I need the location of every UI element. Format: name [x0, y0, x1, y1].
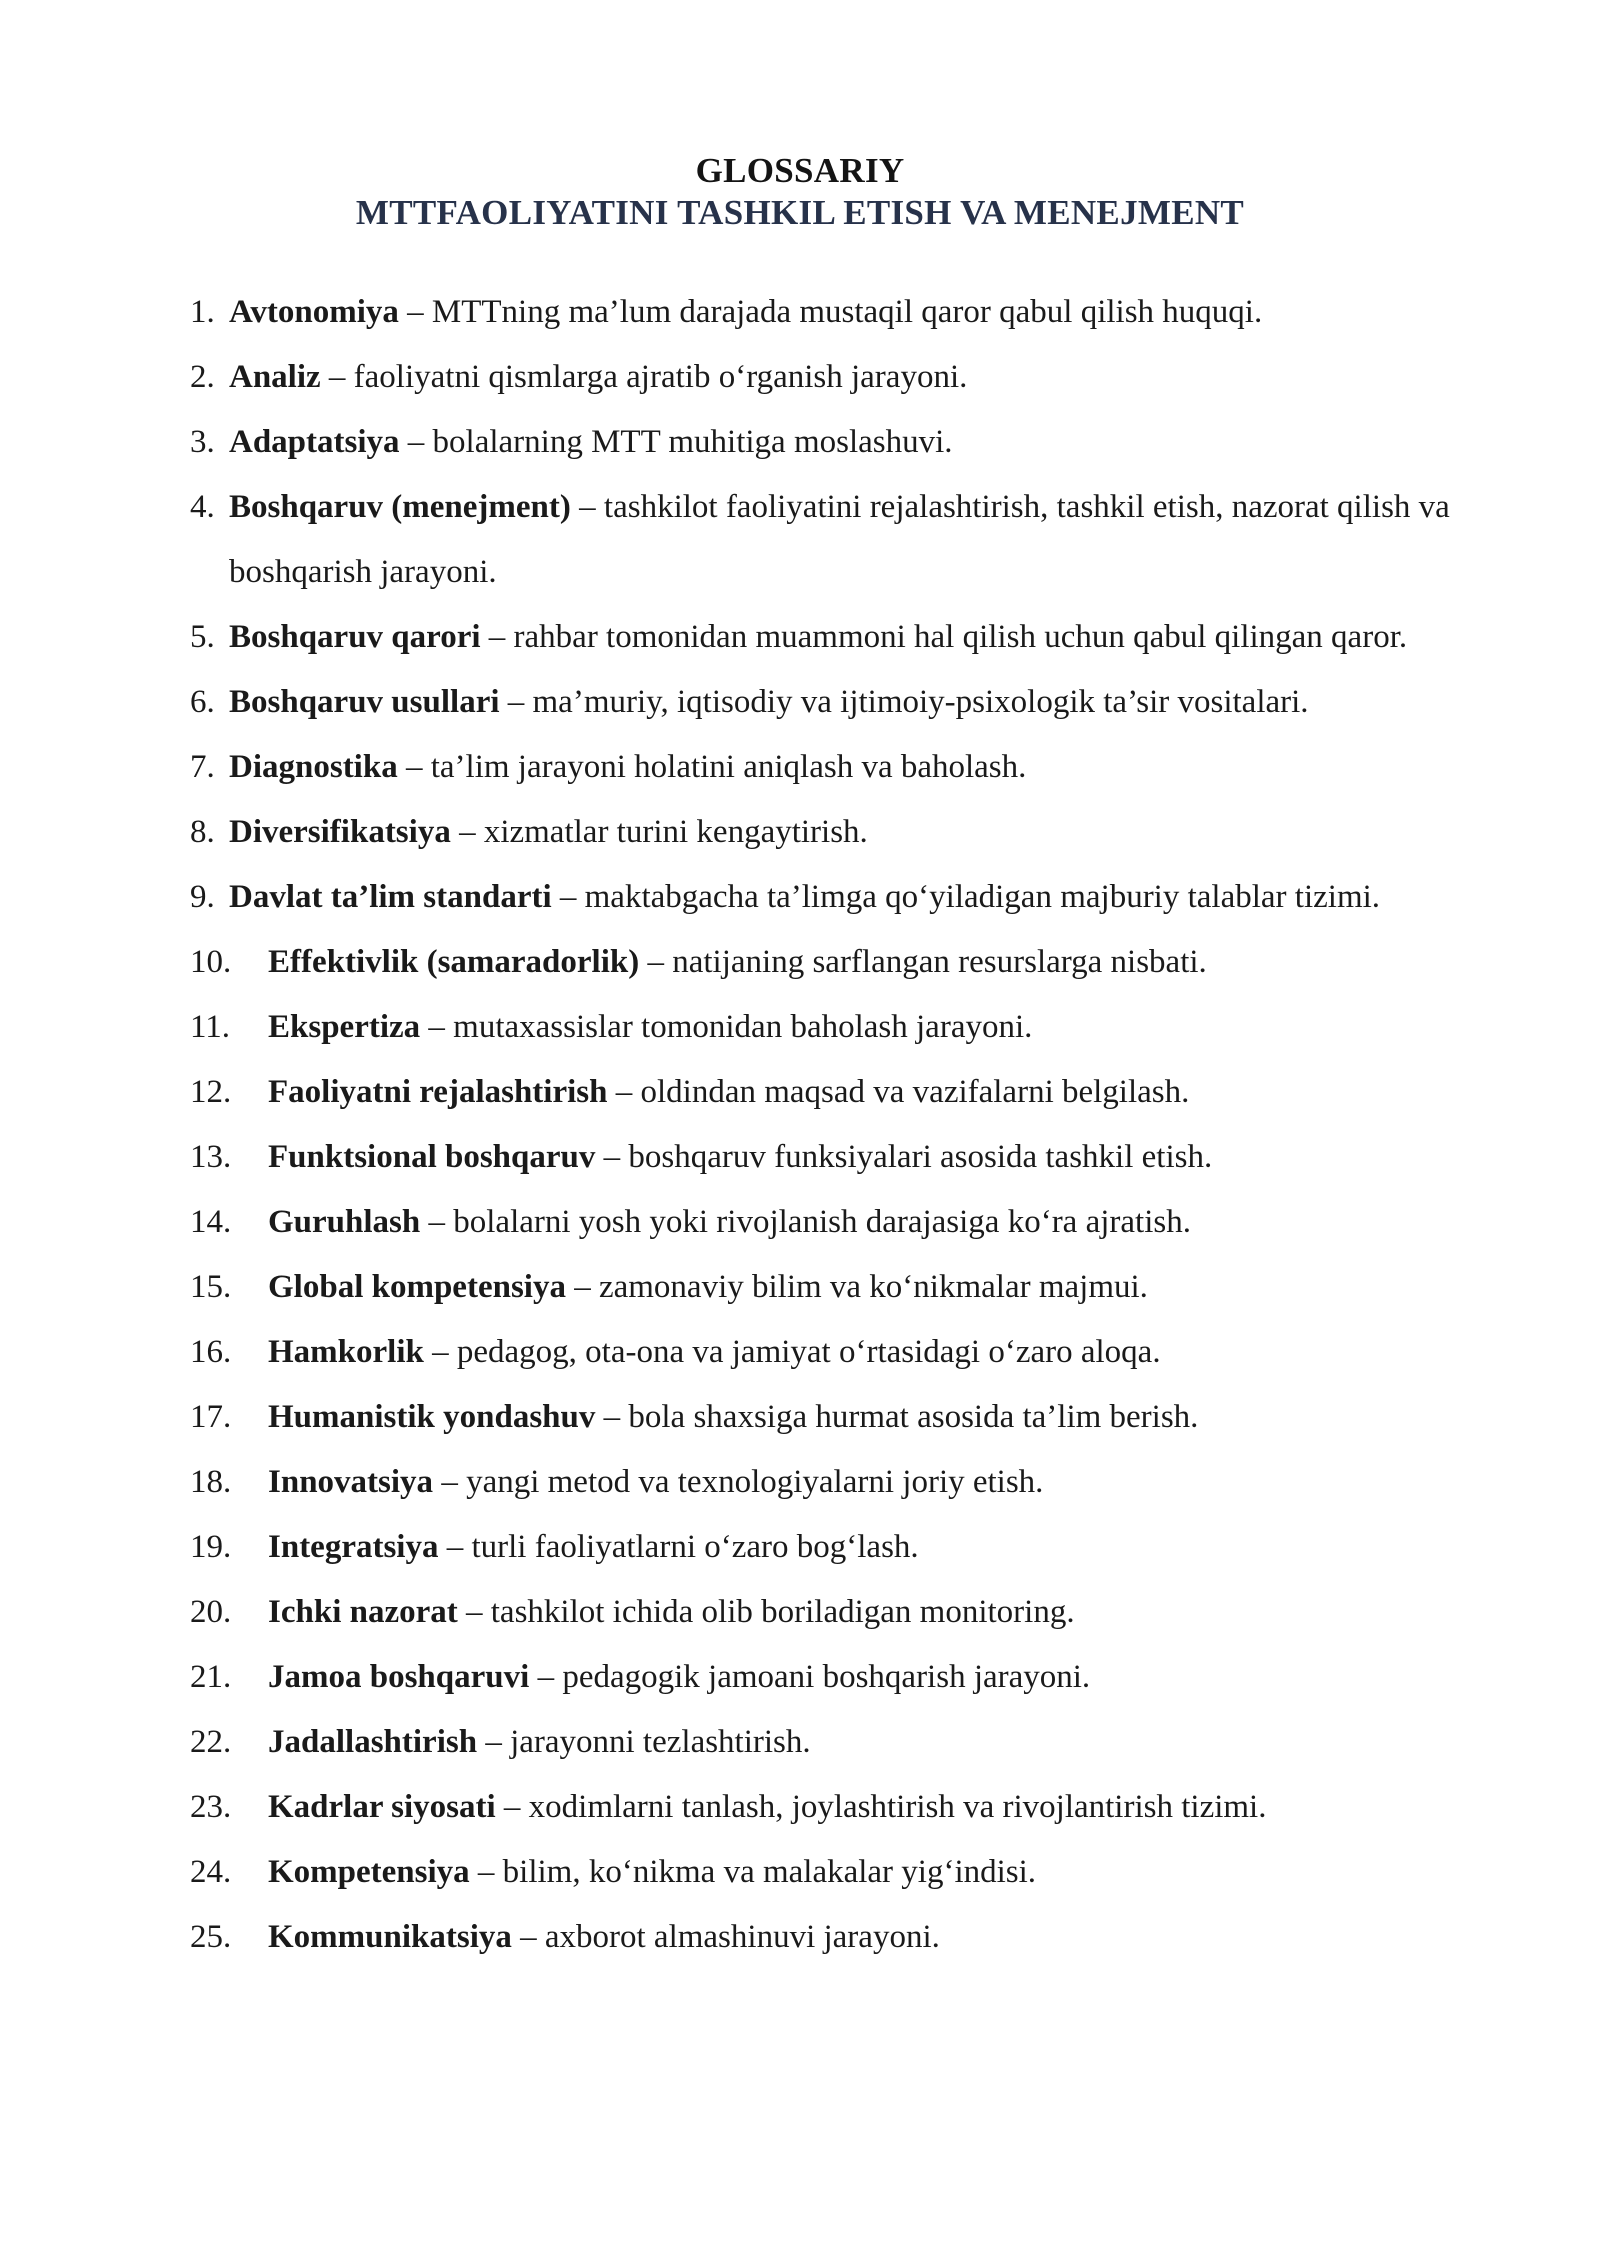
glossary-item	[190, 1255, 1490, 1320]
item-definition: – jarayonni tezlashtirish.	[477, 1724, 811, 1760]
item-content	[190, 1645, 1490, 1710]
item-content	[190, 280, 1490, 345]
item-number: 6.	[190, 684, 215, 720]
glossary-item	[190, 1645, 1490, 1710]
item-definition: – bolalarning MTT muhitiga moslashuvi.	[399, 424, 953, 460]
glossary-item	[190, 1580, 1490, 1645]
item-number: 19.	[190, 1529, 232, 1565]
item-term: Integratsiya	[268, 1529, 439, 1565]
item-number: 15.	[190, 1269, 232, 1305]
item-number: 3.	[190, 424, 215, 460]
item-term: Diagnostika	[229, 749, 398, 785]
glossary-item	[190, 1190, 1490, 1255]
item-term: Humanistik yondashuv	[268, 1399, 596, 1435]
item-term: Boshqaruv qarori	[229, 619, 481, 655]
glossary-item	[190, 670, 1490, 735]
glossary-item	[190, 735, 1490, 800]
item-definition: – faoliyatni qismlarga ajratib o‘rganish jarayoni.	[320, 359, 968, 395]
item-content	[190, 1450, 1490, 1515]
glossary-item	[190, 475, 1490, 605]
item-definition: – MTTning ma’lum darajada mustaqil qaror qabul qilish huquqi.	[398, 294, 1263, 330]
item-number: 14.	[190, 1204, 232, 1240]
item-definition: – turli faoliyatlarni o‘zaro bog‘lash.	[438, 1529, 919, 1565]
item-number: 10.	[190, 944, 232, 980]
item-term: Jadallashtirish	[268, 1724, 478, 1760]
item-content	[190, 1060, 1490, 1125]
item-definition: – axborot almashinuvi jarayoni.	[511, 1919, 940, 1955]
item-definition: – zamonaviy bilim va ko‘nikmalar majmui.	[565, 1269, 1148, 1305]
item-term: Faoliyatni rejalashtirish	[268, 1074, 608, 1110]
item-number: 23.	[190, 1789, 232, 1825]
glossary-item	[190, 865, 1490, 930]
item-number: 1.	[190, 294, 215, 330]
item-content	[190, 930, 1490, 995]
item-number: 25.	[190, 1919, 232, 1955]
glossary-item	[190, 930, 1490, 995]
item-term: Boshqaruv usullari	[229, 684, 500, 720]
item-content	[190, 1710, 1490, 1775]
item-number: 7.	[190, 749, 215, 785]
glossary-item	[190, 1775, 1490, 1840]
item-content	[190, 670, 1490, 735]
item-content	[190, 735, 1490, 800]
glossary-item	[190, 1450, 1490, 1515]
glossary-item	[190, 1840, 1490, 1905]
item-number: 18.	[190, 1464, 232, 1500]
item-content	[190, 475, 1490, 605]
item-content	[190, 1840, 1490, 1905]
item-content	[190, 865, 1490, 930]
item-term: Avtonomiya	[229, 294, 399, 330]
item-content	[190, 1580, 1490, 1645]
glossary-item	[190, 1515, 1490, 1580]
item-definition: – maktabgacha ta’limga qo‘yiladigan majburiy talablar tizimi.	[551, 879, 1381, 915]
glossary-item	[190, 280, 1490, 345]
glossary-item	[190, 1320, 1490, 1385]
document-header	[0, 150, 1600, 234]
item-definition: – xizmatlar turini kengaytirish.	[450, 814, 868, 850]
item-content	[190, 800, 1490, 865]
item-number: 13.	[190, 1139, 232, 1175]
item-term: Ekspertiza	[268, 1009, 421, 1045]
item-definition: – pedagogik jamoani boshqarish jarayoni.	[529, 1659, 1091, 1695]
item-content	[190, 1385, 1490, 1450]
item-definition: – bilim, ko‘nikma va malakalar yig‘indisi.	[469, 1854, 1037, 1890]
glossary-list	[190, 280, 1490, 1970]
item-content	[190, 345, 1490, 410]
item-number: 5.	[190, 619, 215, 655]
item-number: 2.	[190, 359, 215, 395]
item-term: Kadrlar siyosati	[268, 1789, 496, 1825]
item-term: Ichki nazorat	[268, 1594, 458, 1630]
item-term: Effektivlik (samaradorlik)	[268, 944, 640, 980]
item-content	[190, 995, 1490, 1060]
item-term: Jamoa boshqaruvi	[268, 1659, 530, 1695]
glossary-item	[190, 345, 1490, 410]
item-term: Adaptatsiya	[229, 424, 400, 460]
item-content	[190, 1255, 1490, 1320]
item-definition: – oldindan maqsad va vazifalarni belgilash.	[607, 1074, 1190, 1110]
item-number: 11.	[190, 1009, 231, 1045]
document-title: GLOSSARIY	[695, 151, 905, 190]
item-definition: – boshqaruv funksiyalari asosida tashkil etish.	[595, 1139, 1213, 1175]
glossary-item	[190, 1905, 1490, 1970]
item-definition: – pedagog, ota-ona va jamiyat o‘rtasidagi o‘zaro aloqa.	[423, 1334, 1161, 1370]
item-number: 4.	[190, 489, 215, 525]
item-term: Davlat ta’lim standarti	[229, 879, 552, 915]
item-content	[190, 1125, 1490, 1190]
item-term: Hamkorlik	[268, 1334, 424, 1370]
item-content	[190, 1190, 1490, 1255]
item-content	[190, 1320, 1490, 1385]
item-number: 9.	[190, 879, 215, 915]
item-term: Kommunikatsiya	[268, 1919, 512, 1955]
item-content	[190, 410, 1490, 475]
item-definition: – tashkilot ichida olib boriladigan monitoring.	[457, 1594, 1075, 1630]
item-definition: – bolalarni yosh yoki rivojlanish darajasiga ko‘ra ajratish.	[420, 1204, 1191, 1240]
item-number: 16.	[190, 1334, 232, 1370]
glossary-item	[190, 1125, 1490, 1190]
item-term: Diversifikatsiya	[229, 814, 451, 850]
item-number: 24.	[190, 1854, 232, 1890]
item-term: Kompetensiya	[268, 1854, 470, 1890]
item-definition: – tashkilot faoliyatini rejalashtirish, tashkil etish, nazorat qilish va boshqarish jarayoni.	[229, 489, 1450, 590]
item-number: 22.	[190, 1724, 232, 1760]
item-term: Innovatsiya	[268, 1464, 434, 1500]
item-term: Funktsional boshqaruv	[268, 1139, 596, 1175]
item-content	[190, 605, 1490, 670]
glossary-item	[190, 995, 1490, 1060]
glossary-item	[190, 605, 1490, 670]
item-number: 12.	[190, 1074, 232, 1110]
glossary-item	[190, 410, 1490, 475]
item-definition: – ma’muriy, iqtisodiy va ijtimoiy-psixologik ta’sir vositalari.	[499, 684, 1309, 720]
document-subtitle: MTTFAOLIYATINI TASHKIL ETISH VA MENEJMENT	[355, 193, 1245, 232]
item-number: 8.	[190, 814, 215, 850]
item-definition: – yangi metod va texnologiyalarni joriy etish.	[433, 1464, 1044, 1500]
item-definition: – xodimlarni tanlash, joylashtirish va rivojlantirish tizimi.	[495, 1789, 1267, 1825]
glossary-item	[190, 800, 1490, 865]
glossary-item	[190, 1060, 1490, 1125]
item-content	[190, 1515, 1490, 1580]
item-number: 17.	[190, 1399, 232, 1435]
item-definition: – rahbar tomonidan muammoni hal qilish uchun qabul qilingan qaror.	[480, 619, 1408, 655]
item-definition: – bola shaxsiga hurmat asosida ta’lim berish.	[595, 1399, 1199, 1435]
item-term: Guruhlash	[268, 1204, 421, 1240]
item-term: Boshqaruv (menejment)	[229, 489, 571, 525]
glossary-item	[190, 1710, 1490, 1775]
item-content	[190, 1775, 1490, 1840]
item-number: 21.	[190, 1659, 232, 1695]
item-term: Global kompetensiya	[268, 1269, 566, 1305]
item-term: Analiz	[229, 359, 321, 395]
item-definition: – natijaning sarflangan resurslarga nisbati.	[639, 944, 1207, 980]
item-definition: – mutaxassislar tomonidan baholash jarayoni.	[420, 1009, 1033, 1045]
item-content	[190, 1905, 1490, 1970]
item-definition: – ta’lim jarayoni holatini aniqlash va baholash.	[397, 749, 1027, 785]
glossary-item	[190, 1385, 1490, 1450]
item-number: 20.	[190, 1594, 232, 1630]
